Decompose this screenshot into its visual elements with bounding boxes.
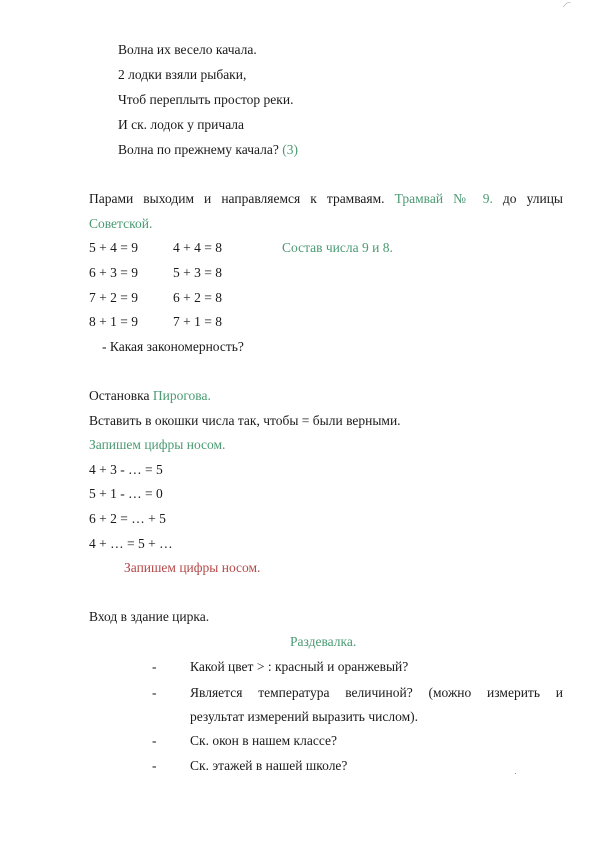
- stop-name: Пирогова.: [152, 388, 211, 403]
- poem-question: Волна по прежнему качала?: [118, 142, 279, 157]
- scan-mark: [563, 2, 571, 8]
- bullet-2: -: [152, 685, 157, 700]
- question-floors: Ск. этажей в нашей школе?: [190, 758, 348, 773]
- poem-line-3: Чтоб переплыть простор реки.: [118, 92, 294, 107]
- question-color: Какой цвет > : красный и оранжевый?: [190, 659, 409, 674]
- stop-label: Остановка: [89, 388, 150, 403]
- equation-col1-row1: 5 + 4 = 9: [89, 240, 138, 255]
- poem-line-4: И ск. лодок у причала: [118, 117, 245, 132]
- wardrobe-heading: Раздевалка.: [290, 634, 357, 649]
- fill-equation-2: 5 + 1 - … = 0: [89, 486, 163, 501]
- equation-col1-row4: 8 + 1 = 9: [89, 314, 138, 329]
- tram-intro: Парами выходим и направляемся к трамваям.: [89, 191, 385, 206]
- stop-task: Вставить в окошки числа так, чтобы = были верными.: [89, 413, 401, 428]
- equation-col2-row1: 4 + 4 = 8: [173, 240, 222, 255]
- equation-col1-row3: 7 + 2 = 9: [89, 290, 138, 305]
- poem-line-5: [118, 142, 298, 158]
- scan-speck: [515, 773, 516, 774]
- tram-name: Трамвай № 9.: [394, 191, 493, 206]
- equation-col1-row2: 6 + 3 = 9: [89, 265, 138, 280]
- poem-line-1: Волна их весело качала.: [118, 42, 257, 57]
- nose-note-1: Запишем цифры носом.: [89, 437, 226, 452]
- poem-line-2: 2 лодки взяли рыбаки,: [118, 67, 247, 82]
- tram-paragraph-line-1: [89, 191, 563, 207]
- stop-heading: [89, 388, 211, 404]
- tram-street: Советской.: [89, 216, 153, 231]
- tram-to-street: до улицы: [502, 191, 563, 206]
- bullet-1: -: [152, 659, 157, 674]
- fill-equation-3: 6 + 2 = … + 5: [89, 511, 166, 526]
- bullet-3: -: [152, 733, 157, 748]
- equations-note: Состав числа 9 и 8.: [282, 240, 393, 255]
- fill-equation-1: 4 + 3 - … = 5: [89, 462, 163, 477]
- bullet-4: -: [152, 758, 157, 773]
- fill-equation-4: 4 + … = 5 + …: [89, 536, 173, 551]
- circus-entrance: Вход в здание цирка.: [89, 609, 210, 624]
- question-windows: Ск. окон в нашем классе?: [190, 733, 337, 748]
- nose-note-2: Запишем цифры носом.: [124, 560, 261, 575]
- question-temperature-line-1: Является температура величиной? (можно измерить и: [190, 685, 563, 700]
- equation-col2-row2: 5 + 3 = 8: [173, 265, 222, 280]
- pattern-question: - Какая закономерность?: [102, 339, 244, 354]
- equation-col2-row3: 6 + 2 = 8: [173, 290, 222, 305]
- poem-answer: (3): [282, 142, 298, 157]
- question-temperature-line-2: результат измерений выразить числом).: [190, 709, 418, 724]
- equation-col2-row4: 7 + 1 = 8: [173, 314, 222, 329]
